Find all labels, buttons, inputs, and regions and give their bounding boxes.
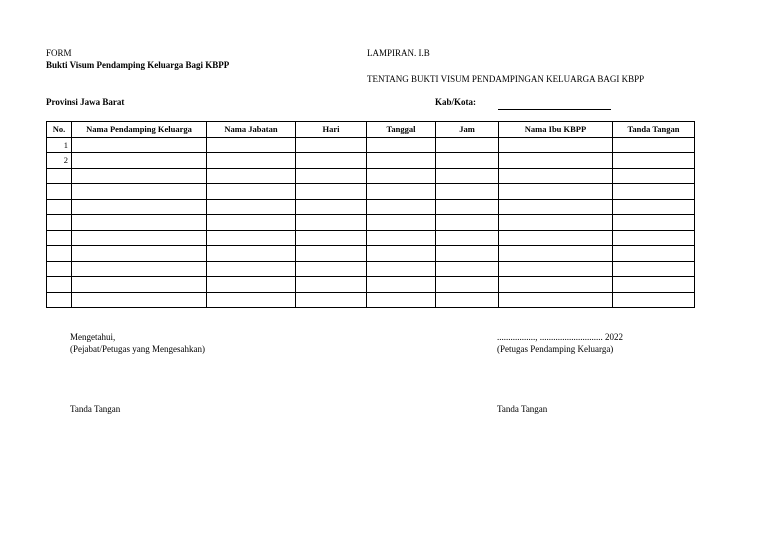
table-cell[interactable] xyxy=(436,277,499,293)
table-row xyxy=(47,246,695,262)
table-cell[interactable] xyxy=(499,199,613,215)
row-number-cell[interactable] xyxy=(47,230,72,246)
kab-kota-field[interactable] xyxy=(498,109,611,110)
row-number-cell[interactable] xyxy=(47,277,72,293)
table-cell[interactable] xyxy=(436,246,499,262)
lampiran-label: LAMPIRAN. I.B xyxy=(367,48,430,58)
col-header-nama-pendamping: Nama Pendamping Keluarga xyxy=(72,122,207,138)
table-header-row xyxy=(47,122,695,138)
table-cell[interactable] xyxy=(207,292,296,308)
table-cell[interactable] xyxy=(499,261,613,277)
table-cell[interactable] xyxy=(296,230,367,246)
table-cell[interactable] xyxy=(367,199,436,215)
table-cell[interactable] xyxy=(499,168,613,184)
table-cell[interactable] xyxy=(613,137,695,153)
table-row xyxy=(47,184,695,200)
table-cell[interactable] xyxy=(613,246,695,262)
table-cell[interactable] xyxy=(436,261,499,277)
col-header-tanggal: Tanggal xyxy=(367,122,436,138)
row-number-cell[interactable] xyxy=(47,215,72,231)
table-cell[interactable] xyxy=(296,153,367,169)
table-cell[interactable] xyxy=(367,292,436,308)
table-cell[interactable] xyxy=(72,168,207,184)
row-number-cell[interactable]: 2 xyxy=(47,153,72,169)
table-cell[interactable] xyxy=(72,230,207,246)
col-header-no: No. xyxy=(47,122,72,138)
visum-table xyxy=(46,121,695,308)
table-cell[interactable] xyxy=(207,261,296,277)
table-cell[interactable] xyxy=(72,261,207,277)
kab-kota-label: Kab/Kota: xyxy=(435,97,477,107)
row-number-cell[interactable] xyxy=(47,246,72,262)
table-cell[interactable] xyxy=(613,215,695,231)
table-cell[interactable] xyxy=(207,199,296,215)
col-header-nama-jabatan: Nama Jabatan xyxy=(207,122,296,138)
provinsi-label: Provinsi Jawa Barat xyxy=(46,97,125,107)
table-cell[interactable] xyxy=(296,292,367,308)
table-cell[interactable] xyxy=(613,277,695,293)
table-cell[interactable] xyxy=(436,292,499,308)
table-row xyxy=(47,230,695,246)
table-row xyxy=(47,153,695,169)
table-cell[interactable] xyxy=(499,137,613,153)
table-cell[interactable] xyxy=(613,153,695,169)
table-cell[interactable] xyxy=(499,277,613,293)
table-cell[interactable] xyxy=(296,261,367,277)
table-cell[interactable] xyxy=(436,230,499,246)
row-number-cell[interactable] xyxy=(47,261,72,277)
table-cell[interactable] xyxy=(72,292,207,308)
form-title: Bukti Visum Pendamping Keluarga Bagi KBPP xyxy=(46,60,230,70)
table-cell[interactable] xyxy=(296,215,367,231)
row-number-cell[interactable]: 1 xyxy=(47,137,72,153)
form-label: FORM xyxy=(46,48,72,58)
table-cell[interactable] xyxy=(613,261,695,277)
table-cell[interactable] xyxy=(436,199,499,215)
table-cell[interactable] xyxy=(207,168,296,184)
table-cell[interactable] xyxy=(296,199,367,215)
table-cell[interactable] xyxy=(72,153,207,169)
table-cell[interactable] xyxy=(207,246,296,262)
table-cell[interactable] xyxy=(367,215,436,231)
row-number-cell[interactable] xyxy=(47,292,72,308)
table-cell[interactable] xyxy=(367,246,436,262)
table-row xyxy=(47,261,695,277)
table-cell[interactable] xyxy=(613,184,695,200)
table-cell[interactable] xyxy=(436,137,499,153)
table-cell[interactable] xyxy=(499,292,613,308)
mengetahui-label: Mengetahui, xyxy=(70,332,116,342)
table-cell[interactable] xyxy=(367,184,436,200)
table-cell[interactable] xyxy=(296,184,367,200)
table-cell[interactable] xyxy=(207,137,296,153)
table-cell[interactable] xyxy=(367,153,436,169)
table-cell[interactable] xyxy=(72,277,207,293)
table-cell[interactable] xyxy=(436,184,499,200)
table-cell[interactable] xyxy=(296,277,367,293)
table-cell[interactable] xyxy=(613,199,695,215)
tentang-label: TENTANG BUKTI VISUM PENDAMPINGAN KELUARGA BAGI KBPP xyxy=(367,74,645,84)
table-row xyxy=(47,199,695,215)
table-cell[interactable] xyxy=(499,215,613,231)
table-row xyxy=(47,168,695,184)
table-cell[interactable] xyxy=(499,246,613,262)
table-cell[interactable] xyxy=(296,246,367,262)
table-cell[interactable] xyxy=(367,137,436,153)
petugas-role: (Petugas Pendamping Keluarga) xyxy=(497,344,614,354)
table-cell[interactable] xyxy=(72,137,207,153)
table-cell[interactable] xyxy=(436,153,499,169)
table-cell[interactable] xyxy=(436,168,499,184)
table-cell[interactable] xyxy=(207,230,296,246)
table-cell[interactable] xyxy=(72,215,207,231)
table-cell[interactable] xyxy=(613,230,695,246)
col-header-hari: Hari xyxy=(296,122,367,138)
col-header-jam: Jam xyxy=(436,122,499,138)
table-cell[interactable] xyxy=(499,230,613,246)
table-cell[interactable] xyxy=(367,261,436,277)
table-row xyxy=(47,292,695,308)
table-cell[interactable] xyxy=(72,184,207,200)
table-cell[interactable] xyxy=(207,184,296,200)
pejabat-role: (Pejabat/Petugas yang Mengesahkan) xyxy=(70,344,205,354)
right-signature-label: Tanda Tangan xyxy=(497,404,548,414)
table-cell[interactable] xyxy=(367,230,436,246)
table-cell[interactable] xyxy=(367,277,436,293)
table-cell[interactable] xyxy=(72,246,207,262)
table-row xyxy=(47,137,695,153)
date-line: ................., ............................ 2022 xyxy=(497,332,623,342)
table-cell[interactable] xyxy=(296,137,367,153)
table-row xyxy=(47,215,695,231)
table-cell[interactable] xyxy=(436,215,499,231)
row-number-cell[interactable] xyxy=(47,184,72,200)
row-number-cell[interactable] xyxy=(47,168,72,184)
table-cell[interactable] xyxy=(207,153,296,169)
table-row xyxy=(47,277,695,293)
table-cell[interactable] xyxy=(613,168,695,184)
row-number-cell[interactable] xyxy=(47,199,72,215)
table-cell[interactable] xyxy=(613,292,695,308)
table-cell[interactable] xyxy=(207,215,296,231)
table-cell[interactable] xyxy=(499,153,613,169)
table-cell[interactable] xyxy=(499,184,613,200)
col-header-nama-ibu: Nama Ibu KBPP xyxy=(499,122,613,138)
table-cell[interactable] xyxy=(207,277,296,293)
table-cell[interactable] xyxy=(296,168,367,184)
table-cell[interactable] xyxy=(72,199,207,215)
left-signature-label: Tanda Tangan xyxy=(70,404,121,414)
table-cell[interactable] xyxy=(367,168,436,184)
col-header-tanda-tangan: Tanda Tangan xyxy=(613,122,695,138)
